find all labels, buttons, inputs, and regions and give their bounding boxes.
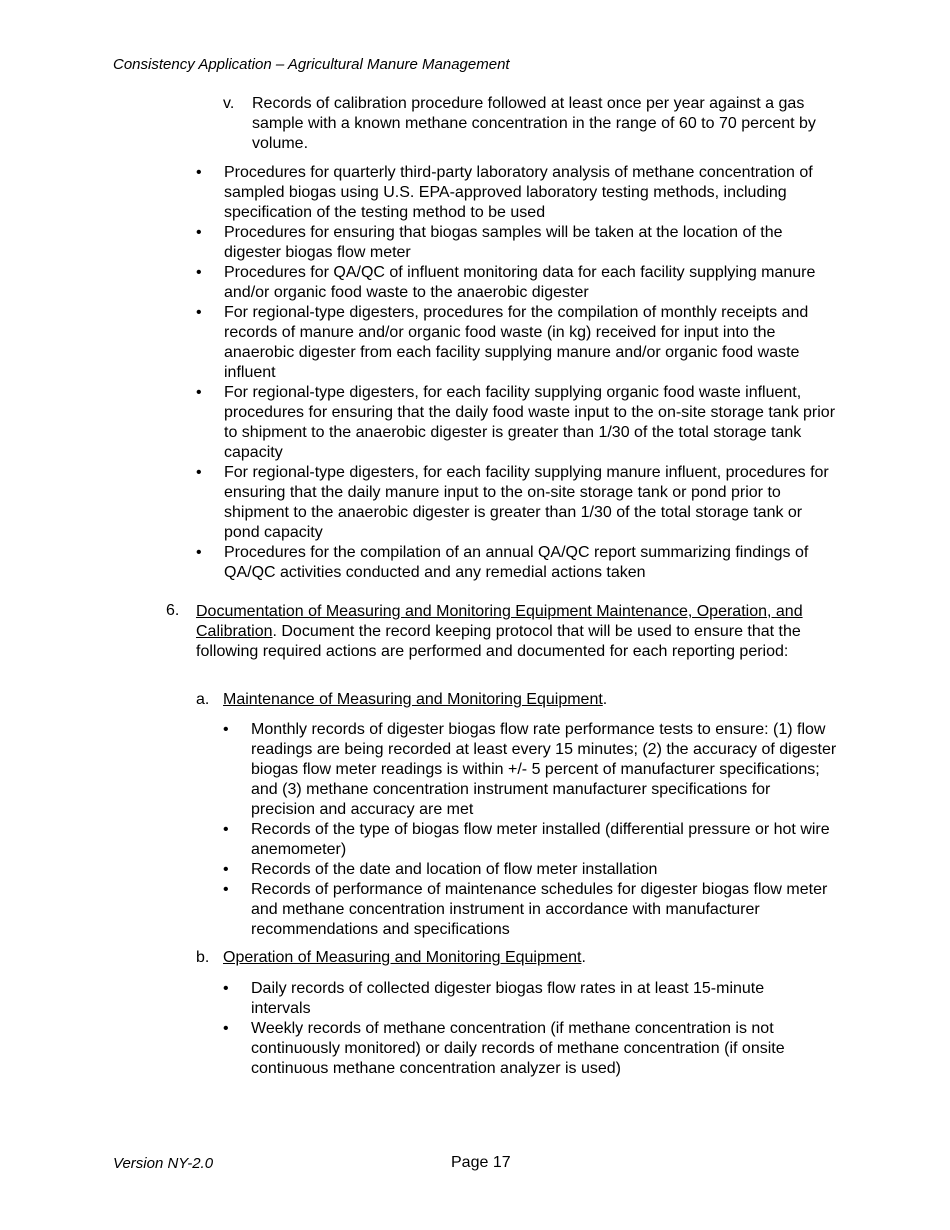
subsection-a xyxy=(196,690,836,710)
section-text: . Document the record keeping protocol that will be used to ensure that the following required actions are performed and documented for each reporting period: xyxy=(196,623,801,660)
bullet-icon: • xyxy=(223,881,229,898)
subsection-title: Maintenance of Measuring and Monitoring Equipment xyxy=(223,691,603,708)
bullet-icon: • xyxy=(196,224,202,241)
maintenance-bullet-list xyxy=(223,720,838,940)
roman-item-text: Records of calibration procedure followed at least once per year against a gas sample with a known methane concentration in the range of 60 to 70 percent by volume. xyxy=(252,95,816,152)
bullet-icon: • xyxy=(223,721,229,738)
list-item-text: Monthly records of digester biogas flow rate performance tests to ensure: (1) flow readings are being recorded at least every 15 minutes; (2) the accuracy of digester biogas flow meter readings is within +/- 5 percent of manufacturer specifications; and (3) methane concentration instrument manufacturer specifications for precision and accuracy are met xyxy=(251,721,837,818)
list-item-text: Procedures for QA/QC of influent monitoring data for each facility supplying manure and/or organic food waste to the anaerobic digester xyxy=(224,264,816,301)
bullet-icon: • xyxy=(196,384,202,401)
bullet-icon: • xyxy=(223,861,229,878)
list-item-text: Procedures for quarterly third-party laboratory analysis of methane concentration of sampled biogas using U.S. EPA-approved laboratory testing methods, including specification of the testing method to be used xyxy=(224,164,813,221)
procedures-bullet-list xyxy=(196,163,836,583)
subsection-b xyxy=(196,948,836,968)
list-item-text: Procedures for ensuring that biogas samples will be taken at the location of the digester biogas flow meter xyxy=(224,224,783,261)
bullet-icon: • xyxy=(196,304,202,321)
list-item xyxy=(196,383,836,463)
bullet-icon: • xyxy=(196,164,202,181)
page-number: Page 17 xyxy=(451,1154,511,1171)
bullet-icon: • xyxy=(196,544,202,561)
list-item xyxy=(196,163,836,223)
list-item xyxy=(223,880,838,940)
list-item-text: For regional-type digesters, for each facility supplying manure influent, procedures for ensuring that the daily manure input to the on-site storage tank or pond prior to shipment to the anaerobic digester is greater than 1/30 of the total storage tank or pond capacity xyxy=(224,464,829,541)
list-item xyxy=(196,303,836,383)
section-number: 6. xyxy=(166,602,180,619)
footer-version: Version NY-2.0 xyxy=(113,1155,214,1172)
subsection-marker: b. xyxy=(196,949,210,966)
list-item-text: Procedures for the compilation of an annual QA/QC report summarizing findings of QA/QC activities conducted and any remedial actions taken xyxy=(224,544,809,581)
running-header: Consistency Application – Agricultural Manure Management xyxy=(113,56,510,73)
list-item-text: Weekly records of methane concentration (if methane concentration is not continuously monitored) or daily records of methane concentration (if onsite continuous methane concentration analyzer is used) xyxy=(251,1020,785,1077)
subsection-title: Operation of Measuring and Monitoring Equipment xyxy=(223,949,582,966)
operation-bullet-list xyxy=(223,979,828,1079)
list-item xyxy=(196,543,836,583)
list-item-text: For regional-type digesters, procedures for the compilation of monthly receipts and records of manure and/or organic food waste (in kg) received for input into the anaerobic digester from each facility supplying manure and/or organic food waste influent xyxy=(224,304,809,381)
subsection-heading xyxy=(223,690,836,710)
bullet-icon: • xyxy=(223,1020,229,1037)
list-item-text: Records of performance of maintenance schedules for digester biogas flow meter and methane concentration instrument in accordance with manufacturer recommendations and specifications xyxy=(251,881,828,938)
period: . xyxy=(581,949,586,966)
subsection-marker: a. xyxy=(196,691,210,708)
bullet-icon: • xyxy=(196,464,202,481)
list-item-text: For regional-type digesters, for each facility supplying organic food waste influent, procedures for ensuring that the daily food waste input to the on-site storage tank prior to shipment to the anaerobic digester is greater than 1/30 of the total storage tank capacity xyxy=(224,384,836,461)
list-item xyxy=(196,463,836,543)
bullet-icon: • xyxy=(223,821,229,838)
list-item xyxy=(223,979,828,1019)
roman-marker: v. xyxy=(223,95,235,112)
roman-list-item-v xyxy=(223,94,823,154)
subsection-heading xyxy=(223,948,836,968)
list-item xyxy=(223,720,838,820)
list-item xyxy=(223,820,838,860)
list-item xyxy=(223,860,838,880)
section-title: Documentation of Measuring and Monitoring Equipment Maintenance, Operation, and Calibration xyxy=(196,603,803,640)
list-item-text: Records of the type of biogas flow meter installed (differential pressure or hot wire anemometer) xyxy=(251,821,830,858)
list-item-text: Daily records of collected digester biogas flow rates in at least 15-minute intervals xyxy=(251,980,765,1017)
list-item xyxy=(196,263,836,303)
list-item xyxy=(196,223,836,263)
list-item xyxy=(223,1019,828,1079)
period: . xyxy=(602,691,608,708)
bullet-icon: • xyxy=(223,980,229,997)
section-6-body xyxy=(196,602,841,662)
bullet-icon: • xyxy=(196,264,202,281)
list-item-text: Records of the date and location of flow meter installation xyxy=(251,861,658,878)
section-6 xyxy=(166,602,841,662)
